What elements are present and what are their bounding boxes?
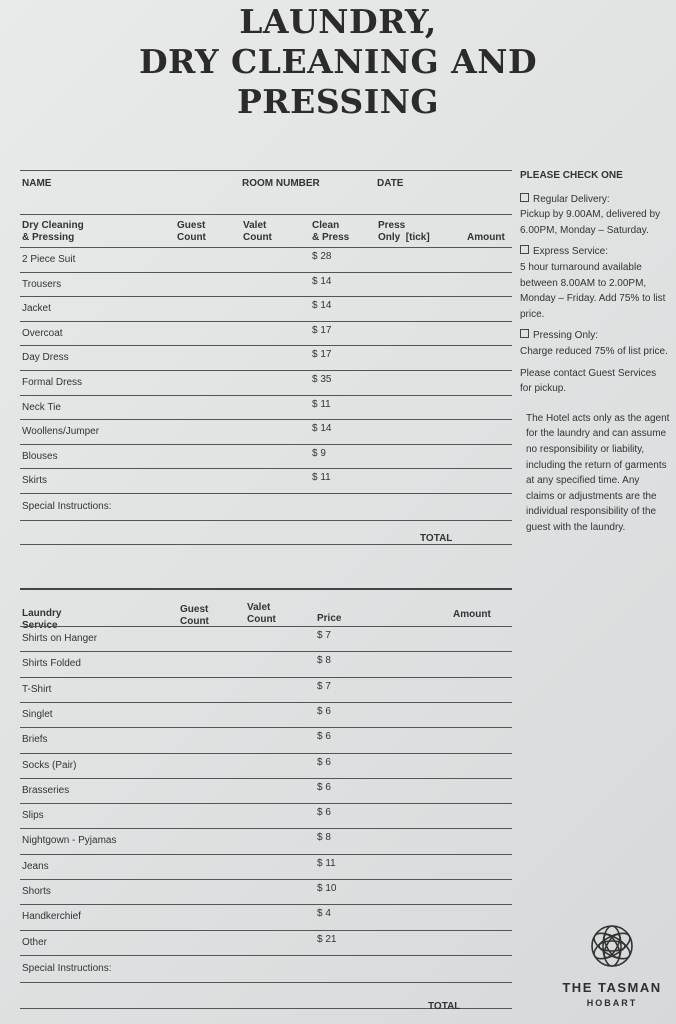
row-rule	[20, 702, 512, 703]
row-rule	[20, 879, 512, 880]
blank-line[interactable]	[20, 544, 512, 545]
row-rule	[20, 296, 512, 297]
header-guest-count: Guest Count	[177, 220, 206, 243]
item-price: $ 9	[312, 447, 326, 459]
table-row[interactable]	[20, 247, 512, 271]
item-price: $ 6	[317, 756, 331, 768]
table-row[interactable]	[20, 272, 512, 296]
row-rule	[20, 854, 512, 855]
table-row[interactable]	[20, 904, 512, 928]
row-rule	[20, 904, 512, 905]
item-price: $ 11	[312, 472, 331, 484]
row-rule	[20, 444, 512, 445]
table-row[interactable]	[20, 778, 512, 802]
item-price: $ 35	[312, 374, 332, 385]
option-label: Pressing Only:	[533, 330, 599, 342]
option-regular-delivery[interactable]	[520, 192, 670, 239]
knot-rope-icon	[584, 918, 640, 974]
table-row[interactable]	[20, 468, 512, 492]
table-row[interactable]	[20, 727, 512, 751]
total-label: TOTAL	[428, 1000, 461, 1012]
item-price: $ 6	[317, 781, 331, 793]
table-row[interactable]	[20, 879, 512, 903]
item-price: $ 14	[312, 423, 332, 435]
item-name: Nightgown - Pyjamas	[22, 835, 117, 847]
item-price: $ 6	[317, 731, 331, 743]
row-rule	[20, 395, 512, 396]
table-row[interactable]	[20, 296, 512, 320]
dry-cleaning-section	[20, 168, 512, 598]
item-name: T-Shirt	[22, 683, 52, 695]
item-name: Trousers	[22, 278, 62, 290]
option-detail: Pickup by 9.00AM, delivered by 6.00PM, Monday – Saturday.	[520, 209, 661, 236]
checkbox-icon[interactable]	[520, 245, 529, 254]
title-line-1: LAUNDRY,	[239, 2, 437, 41]
table-row[interactable]	[20, 854, 512, 878]
table-row[interactable]	[20, 370, 512, 394]
option-pressing-only[interactable]	[520, 328, 670, 359]
row-rule	[20, 651, 512, 652]
row-rule	[20, 345, 512, 346]
item-price: $ 17	[312, 349, 332, 361]
item-price: $ 21	[317, 933, 337, 945]
table-row[interactable]	[20, 651, 512, 675]
header-valet-count: Valet Count	[243, 220, 272, 243]
row-rule	[20, 930, 512, 931]
table-row[interactable]	[20, 702, 512, 726]
special-instructions-label: Special Instructions:	[22, 962, 112, 974]
contact-note: Please contact Guest Services for pickup.	[520, 367, 657, 395]
item-name: Blouses	[22, 450, 58, 462]
table-row[interactable]	[20, 828, 512, 852]
row-rule	[20, 727, 512, 728]
table-row[interactable]	[20, 419, 512, 443]
top-rule	[20, 170, 512, 171]
header-clean-press: Clean & Press	[312, 220, 350, 243]
header-price: Price	[317, 613, 342, 624]
room-number-label: ROOM NUMBER	[242, 178, 320, 189]
table-row[interactable]	[20, 345, 512, 369]
section-divider	[20, 588, 512, 590]
header-press-only: Press Only [tick]	[378, 220, 430, 243]
option-detail: 5 hour turnaround available between 8.00AM to 2.00PM, Monday – Friday. Add 75% to list price.	[520, 261, 666, 320]
item-price: $ 14	[312, 300, 332, 312]
item-name: Jeans	[22, 860, 49, 872]
row-rule	[20, 247, 512, 248]
item-name: Formal Dress	[22, 377, 83, 388]
guest-fields-rule	[20, 214, 512, 215]
header-dry-cleaning: Dry Cleaning & Pressing	[22, 220, 84, 243]
title-line-2: DRY CLEANING AND	[138, 42, 538, 81]
item-name: Handkerchief	[22, 911, 81, 923]
option-express-service[interactable]	[520, 244, 670, 322]
item-name: Shorts	[22, 886, 51, 897]
header-amount: Amount	[453, 609, 491, 620]
row-rule	[20, 468, 512, 469]
item-name: Neck Tie	[22, 401, 61, 413]
title-line-3: PRESSING	[236, 82, 440, 121]
item-name: Slips	[22, 810, 44, 822]
item-price: $ 17	[312, 324, 332, 336]
item-name: Jacket	[22, 303, 51, 315]
item-price: $ 14	[312, 275, 332, 287]
name-label: NAME	[22, 178, 52, 189]
total-label: TOTAL	[420, 533, 453, 544]
item-price: $ 6	[317, 807, 331, 819]
table-row[interactable]	[20, 803, 512, 827]
disclaimer-text: The Hotel acts only as the agent for the laundry and can assume no responsibility or liability, including the return of garments at any specified time. Any claims or adjustments are the individual responsibility of the guest with the laundry.	[526, 412, 670, 533]
form-title	[0, 2, 676, 122]
item-price: $ 10	[317, 883, 337, 894]
item-name: 2 Piece Suit	[22, 254, 76, 265]
item-price: $ 28	[312, 251, 332, 262]
header-laundry-service: Laundry Service	[22, 608, 62, 631]
row-rule	[20, 370, 512, 371]
item-price: $ 11	[317, 857, 336, 869]
row-rule	[20, 419, 512, 420]
row-rule	[20, 321, 512, 322]
header-amount: Amount	[467, 232, 505, 243]
table-row[interactable]	[20, 677, 512, 701]
item-name: Briefs	[22, 734, 48, 746]
item-price: $ 8	[317, 832, 331, 844]
item-price: $ 4	[317, 908, 331, 920]
row-rule	[20, 677, 512, 678]
blank-line[interactable]	[20, 520, 512, 521]
table-row[interactable]	[20, 930, 512, 954]
checkbox-icon[interactable]	[520, 193, 529, 202]
table-row[interactable]	[20, 444, 512, 468]
item-name: Skirts	[22, 475, 47, 487]
row-rule	[20, 955, 512, 956]
option-detail: Charge reduced 75% of list price.	[520, 345, 668, 357]
brand-city: HOBART	[586, 998, 638, 1008]
item-name: Overcoat	[22, 327, 63, 339]
item-name: Woollens/Jumper	[22, 426, 100, 438]
header-guest-count: Guest Count	[180, 604, 209, 627]
table-row[interactable]	[20, 753, 512, 777]
item-name: Shirts Folded	[22, 658, 81, 670]
table-row[interactable]	[20, 321, 512, 345]
blank-line[interactable]	[20, 982, 512, 983]
option-label: Regular Delivery:	[533, 193, 610, 205]
option-label: Express Service:	[533, 246, 609, 258]
item-price: $ 7	[317, 680, 331, 692]
row-rule	[20, 626, 512, 627]
item-price: $ 7	[317, 630, 331, 641]
hotel-logo	[560, 918, 664, 1008]
header-valet-count: Valet Count	[247, 602, 276, 625]
row-rule	[20, 753, 512, 754]
item-name: Socks (Pair)	[22, 759, 77, 771]
special-instructions-label: Special Instructions:	[22, 501, 112, 512]
row-rule	[20, 778, 512, 779]
table-row[interactable]	[20, 626, 512, 650]
brand-name: THE TASMAN	[562, 980, 662, 995]
item-price: $ 11	[312, 398, 331, 410]
item-name: Day Dress	[22, 352, 69, 364]
row-rule	[20, 803, 512, 804]
checkbox-icon[interactable]	[520, 329, 529, 338]
item-name: Shirts on Hanger	[22, 633, 98, 644]
item-price: $ 8	[317, 655, 331, 667]
item-name: Brasseries	[22, 784, 70, 796]
row-rule	[20, 828, 512, 829]
item-name: Singlet	[22, 708, 53, 720]
laundry-section	[20, 598, 512, 1024]
row-rule	[20, 272, 512, 273]
item-name: Other	[22, 936, 48, 948]
row-rule	[20, 493, 512, 494]
date-label: DATE	[377, 178, 404, 189]
sidebar-heading: PLEASE CHECK ONE	[520, 170, 623, 181]
service-options-sidebar	[520, 168, 670, 541]
table-row[interactable]	[20, 395, 512, 419]
item-price: $ 6	[317, 705, 331, 717]
